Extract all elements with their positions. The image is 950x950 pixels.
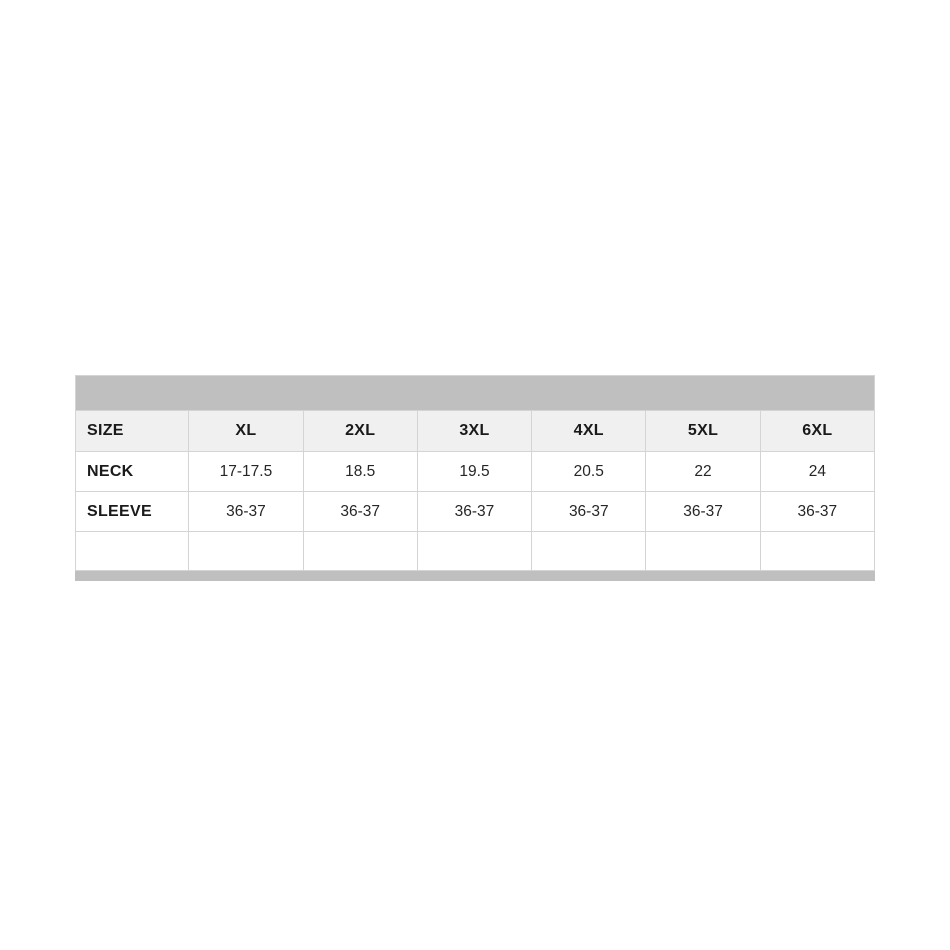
header-size-6xl: 6XL	[760, 411, 874, 452]
header-size-3xl: 3XL	[417, 411, 531, 452]
sleeve-5xl: 36-37	[646, 492, 760, 532]
sleeve-3xl: 36-37	[417, 492, 531, 532]
empty-cell-6xl	[760, 532, 874, 571]
empty-cell-xl	[189, 532, 303, 571]
sleeve-4xl: 36-37	[532, 492, 646, 532]
header-size-4xl: 4XL	[532, 411, 646, 452]
row-label-sleeve: SLEEVE	[76, 492, 189, 532]
header-size-2xl: 2XL	[303, 411, 417, 452]
table-row	[76, 452, 875, 492]
neck-3xl: 19.5	[417, 452, 531, 492]
neck-2xl: 18.5	[303, 452, 417, 492]
sleeve-6xl: 36-37	[760, 492, 874, 532]
empty-cell-3xl	[417, 532, 531, 571]
size-chart-table	[75, 375, 875, 571]
header-size-xl: XL	[189, 411, 303, 452]
empty-cell-2xl	[303, 532, 417, 571]
row-label-neck: NECK	[76, 452, 189, 492]
neck-5xl: 22	[646, 452, 760, 492]
header-size-5xl: 5XL	[646, 411, 760, 452]
header-size-label: SIZE	[76, 411, 189, 452]
chart-bottom-band	[75, 571, 875, 581]
neck-6xl: 24	[760, 452, 874, 492]
table-row	[76, 492, 875, 532]
size-chart-container	[75, 375, 875, 581]
empty-cell-5xl	[646, 532, 760, 571]
neck-4xl: 20.5	[532, 452, 646, 492]
empty-cell-label	[76, 532, 189, 571]
top-band-cell	[76, 376, 875, 411]
table-empty-row	[76, 532, 875, 571]
table-header-row	[76, 411, 875, 452]
chart-top-band	[76, 376, 875, 411]
neck-xl: 17-17.5	[189, 452, 303, 492]
empty-cell-4xl	[532, 532, 646, 571]
sleeve-2xl: 36-37	[303, 492, 417, 532]
sleeve-xl: 36-37	[189, 492, 303, 532]
